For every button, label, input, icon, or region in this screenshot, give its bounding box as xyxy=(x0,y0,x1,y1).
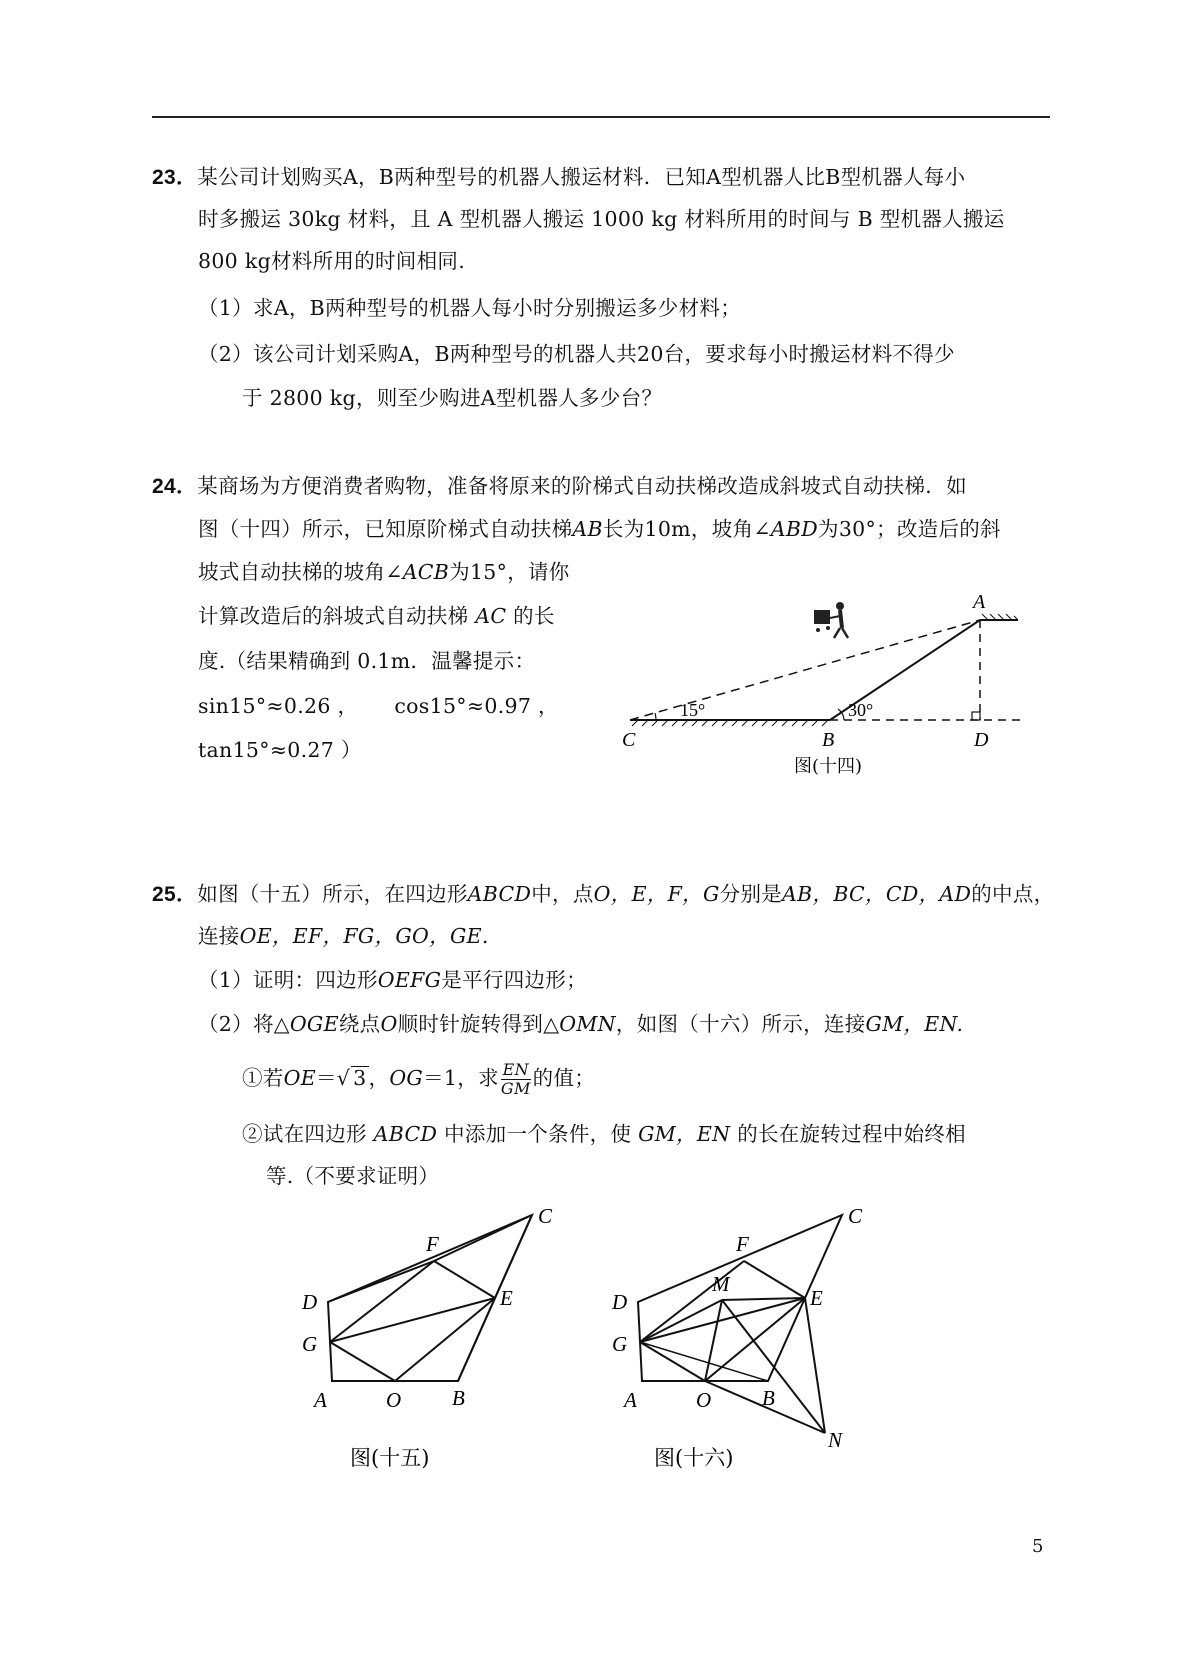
fig16-label-e: E xyxy=(810,1286,823,1310)
fig14-label-d: D xyxy=(974,729,989,751)
q23-number: 23． xyxy=(152,166,198,189)
q24-number: 24． xyxy=(152,475,198,498)
fig16-label-d: D xyxy=(612,1290,628,1314)
q24-line2: 图（十四）所示，已知原阶梯式自动扶梯AB长为10m，坡角∠ABD为30°；改造后的斜 xyxy=(198,517,1001,541)
fig16-label-f: F xyxy=(736,1232,749,1256)
q25-sub1: ①若OE＝√ 3，OG＝1，求 $\frac{EN}{GM}$ 的值； xyxy=(242,1060,596,1098)
person-cart-icon xyxy=(814,602,848,638)
fig14-angle-15: 15° xyxy=(680,700,706,720)
fig14-label-c: C xyxy=(622,729,636,751)
fig16-label-m: M xyxy=(712,1272,730,1296)
figure-14 xyxy=(618,580,1038,780)
q25-part2: （2）将△OGE绕点O顺时针旋转得到△OMN，如图（十六）所示，连接GM，EN. xyxy=(198,1012,964,1036)
q23-part2-line1: （2）该公司计划采购A，B两种型号的机器人共20台，要求每小时搬运材料不得少 xyxy=(198,342,955,366)
figure-15 xyxy=(290,1195,600,1485)
q23-line2: 时多搬运 30kg 材料，且 A 型机器人搬运 1000 kg 材料所用的时间与 B 型机器人搬运 xyxy=(198,207,1005,231)
fig15-label-d: D xyxy=(302,1290,318,1314)
q25-part1: （1）证明：四边形OEFG是平行四边形； xyxy=(198,968,587,992)
fig16-caption: 图(十六) xyxy=(654,1446,734,1470)
q25-line1: 25．如图（十五）所示，在四边形ABCD中，点O，E，F，G分别是AB，BC，CD，AD的中点， xyxy=(152,882,1055,906)
fig15-label-o: O xyxy=(386,1388,402,1412)
header-rule xyxy=(152,116,1050,118)
fig15-label-a: A xyxy=(314,1388,327,1412)
q25-line2: 连接OE，EF，FG，GO，GE. xyxy=(198,924,489,948)
q23-line3: 800 kg材料所用的时间相同. xyxy=(198,249,466,273)
fig14-label-a: A xyxy=(973,591,986,613)
fig15-label-g: G xyxy=(302,1332,318,1356)
q24-line6: sin15°≈0.26 ， cos15°≈0.97 ， xyxy=(198,694,559,718)
fig15-label-e: E xyxy=(500,1286,513,1310)
fig14-label-b: B xyxy=(822,729,835,751)
q23-part1: （1）求A，B两种型号的机器人每小时分别搬运多少材料； xyxy=(198,296,742,320)
fig16-label-c: C xyxy=(848,1204,863,1228)
fig14-angle-30: 30° xyxy=(848,700,874,720)
fig16-label-n: N xyxy=(828,1428,843,1452)
q23-line1: 23．某公司计划购买A，B两种型号的机器人搬运材料．已知A型机器人比B型机器人每小 xyxy=(152,165,966,189)
fig14-caption: 图(十四) xyxy=(794,756,863,777)
q24-line7: tan15°≈0.27 ） xyxy=(198,738,362,762)
fig15-label-b: B xyxy=(452,1386,465,1410)
q23-part2-line2: 于 2800 kg，则至少购进A型机器人多少台？ xyxy=(242,386,663,410)
figure-16 xyxy=(600,1195,900,1485)
fig16-label-o: O xyxy=(696,1388,712,1412)
fig15-label-c: C xyxy=(538,1204,553,1228)
q24-line3: 坡式自动扶梯的坡角∠ACB为15°，请你 xyxy=(198,560,570,584)
q24-line1: 24．某商场为方便消费者购物，准备将原来的阶梯式自动扶梯改造成斜坡式自动扶梯．如 xyxy=(152,474,967,498)
fig15-label-f: F xyxy=(426,1232,439,1256)
q24-line5: 度.（结果精确到 0.1m．温馨提示： xyxy=(198,649,536,673)
fig15-caption: 图(十五) xyxy=(350,1446,430,1470)
q25-sub2-line2: 等.（不要求证明） xyxy=(266,1164,440,1188)
fig16-label-a: A xyxy=(624,1388,637,1412)
fig16-label-b: B xyxy=(762,1386,775,1410)
q25-sub2: ②试在四边形 ABCD 中添加一个条件，使 GM，EN 的长在旋转过程中始终相 xyxy=(242,1122,966,1146)
page-number: 5 xyxy=(1032,1536,1044,1557)
q25-number: 25． xyxy=(152,883,198,906)
fig16-label-g: G xyxy=(612,1332,628,1356)
q24-line4: 计算改造后的斜坡式自动扶梯 AC 的长 xyxy=(198,604,555,628)
fraction-en-gm: $\frac{EN}{GM}$ xyxy=(500,1060,531,1098)
